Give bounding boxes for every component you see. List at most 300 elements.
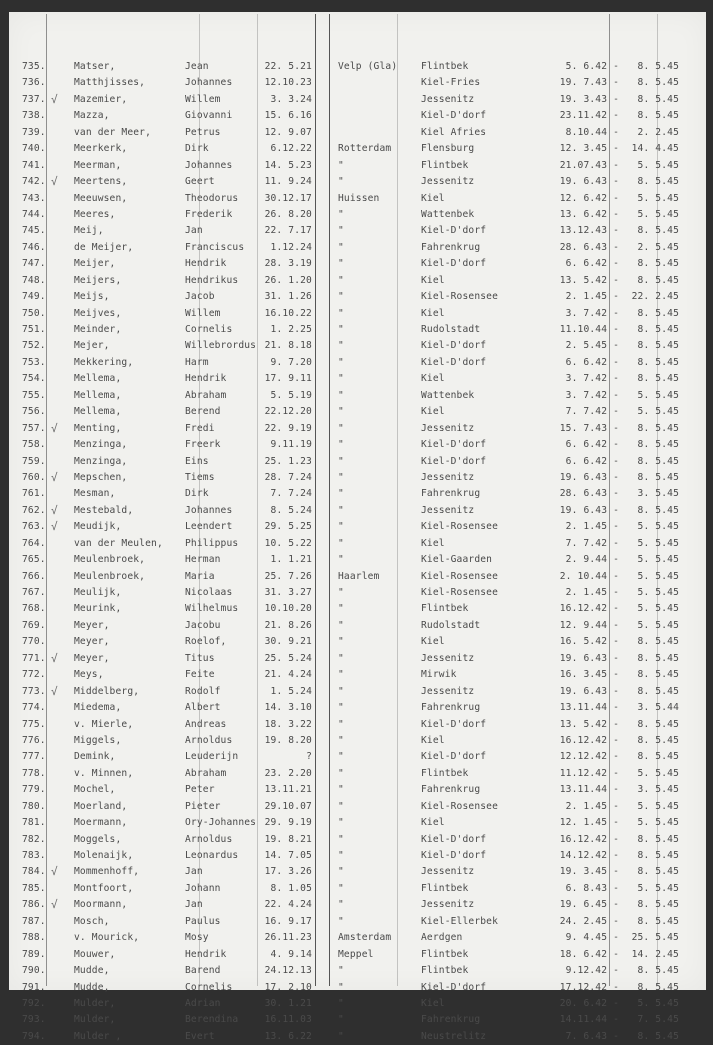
entry-number: 778. bbox=[22, 767, 46, 779]
date-to: 22. 2.45 bbox=[631, 291, 679, 303]
date-to: 8. 5.45 bbox=[637, 373, 679, 385]
date-of-birth: 14. 5.23 bbox=[264, 159, 312, 171]
place-of-origin: " bbox=[338, 554, 344, 566]
place-of-origin: " bbox=[338, 718, 344, 730]
camp-location: Kiel bbox=[421, 192, 445, 204]
date-to: 8. 5.45 bbox=[637, 1030, 679, 1042]
camp-location: Kiel-Fries bbox=[421, 77, 481, 89]
date-from: 8.10.44 - bbox=[565, 126, 619, 138]
date-of-birth: 8. 5.24 bbox=[270, 504, 312, 516]
place-of-origin: " bbox=[338, 291, 344, 303]
entry-number: 771. bbox=[22, 652, 46, 664]
entry-number: 765. bbox=[22, 554, 46, 566]
surname: Matthjisses, bbox=[74, 77, 146, 89]
first-name: Jean bbox=[185, 61, 209, 72]
date-of-birth: 30.12.17 bbox=[264, 192, 312, 204]
date-of-birth: 25. 5.24 bbox=[264, 652, 312, 664]
first-name: Hendrik bbox=[185, 258, 227, 270]
camp-location: Rudolstadt bbox=[421, 324, 481, 335]
camp-location: Kiel-D'dorf bbox=[421, 110, 487, 122]
surname: Menting, bbox=[74, 422, 122, 434]
entry-number: 754. bbox=[22, 373, 46, 385]
table-row bbox=[9, 897, 706, 913]
date-of-birth: 24.12.13 bbox=[264, 965, 312, 977]
place-of-origin: Huissen bbox=[338, 192, 380, 204]
table-row bbox=[9, 782, 706, 798]
place-of-origin: " bbox=[338, 422, 344, 434]
date-to: 5. 5.45 bbox=[637, 587, 679, 598]
date-of-birth: 22. 9.19 bbox=[264, 422, 312, 434]
place-of-origin: " bbox=[338, 373, 344, 385]
date-of-birth: 9.11.19 bbox=[270, 439, 312, 451]
checkmark-icon: √ bbox=[51, 520, 58, 534]
date-of-birth: 1.12.24 bbox=[270, 241, 312, 253]
entry-number: 781. bbox=[22, 817, 46, 829]
first-name: Ory-Johannes bbox=[185, 817, 257, 829]
table-row bbox=[9, 371, 706, 387]
surname: Meeuwsen, bbox=[74, 192, 128, 204]
date-from: 2. 1.45 - bbox=[565, 800, 619, 812]
first-name: Johannes bbox=[185, 77, 233, 89]
first-name: Theodorus bbox=[185, 192, 239, 204]
date-of-birth: 21. 4.24 bbox=[264, 669, 312, 681]
entry-number: 747. bbox=[22, 258, 46, 270]
place-of-origin: " bbox=[338, 899, 344, 911]
table-row bbox=[9, 700, 706, 716]
table-row bbox=[9, 207, 706, 223]
table-row bbox=[9, 1029, 706, 1045]
surname: Molenaijk, bbox=[74, 850, 134, 861]
table-row bbox=[9, 503, 706, 519]
date-to: 7. 5.45 bbox=[637, 1014, 679, 1026]
date-from: 13. 5.42 - bbox=[559, 718, 619, 730]
date-from: 19. 6.43 - bbox=[559, 652, 619, 664]
entry-number: 780. bbox=[22, 800, 46, 812]
table-row bbox=[9, 289, 706, 305]
table-row bbox=[9, 963, 706, 979]
date-to: 8. 5.45 bbox=[637, 866, 679, 878]
surname: Mepschen, bbox=[74, 471, 128, 483]
checkmark-icon: √ bbox=[51, 421, 58, 435]
entry-number: 744. bbox=[22, 208, 46, 220]
surname: Mosch, bbox=[74, 915, 110, 927]
date-to: 8. 5.45 bbox=[637, 636, 679, 648]
date-of-birth: 30. 9.21 bbox=[264, 636, 312, 648]
table-row bbox=[9, 667, 706, 683]
entry-number: 794. bbox=[22, 1030, 46, 1042]
place-of-origin: " bbox=[338, 685, 344, 697]
place-of-origin: " bbox=[338, 751, 344, 763]
table-row bbox=[9, 191, 706, 207]
table-row bbox=[9, 223, 706, 239]
date-of-birth: 6.12.22 bbox=[270, 143, 312, 155]
date-to: 5. 5.45 bbox=[637, 619, 679, 631]
camp-location: Fahrenkrug bbox=[421, 1014, 481, 1026]
entry-number: 779. bbox=[22, 784, 46, 796]
table-row bbox=[9, 174, 706, 190]
date-from: 2. 10.44 - bbox=[559, 570, 619, 582]
date-to: 8. 5.45 bbox=[637, 504, 679, 516]
place-of-origin: " bbox=[338, 537, 344, 549]
place-of-origin: " bbox=[338, 1014, 344, 1026]
date-to: 5. 5.45 bbox=[637, 192, 679, 204]
entry-number: 760. bbox=[22, 471, 46, 483]
first-name: Arnoldus bbox=[185, 734, 233, 746]
date-of-birth: 1. 2.25 bbox=[270, 324, 312, 335]
first-name: Willem bbox=[185, 307, 221, 319]
first-name: Frederik bbox=[185, 208, 233, 220]
surname: Mellema, bbox=[74, 373, 122, 385]
surname: Middelberg, bbox=[74, 685, 140, 697]
camp-location: Kiel-D'dorf bbox=[421, 258, 487, 270]
date-from: 12. 1.45 - bbox=[559, 817, 619, 829]
table-row bbox=[9, 141, 706, 157]
entry-number: 762. bbox=[22, 504, 46, 516]
table-row bbox=[9, 404, 706, 420]
camp-location: Kiel bbox=[421, 406, 445, 418]
place-of-origin: " bbox=[338, 159, 344, 171]
date-of-birth: 16. 9.17 bbox=[264, 915, 312, 927]
first-name: Leendert bbox=[185, 521, 233, 533]
camp-location: Kiel-Gaarden bbox=[421, 554, 493, 566]
date-of-birth: 12.10.23 bbox=[264, 77, 312, 89]
place-of-origin: " bbox=[338, 274, 344, 286]
date-from: 6. 6.42 - bbox=[565, 356, 619, 368]
date-to: 8. 5.45 bbox=[637, 833, 679, 845]
table-row bbox=[9, 454, 706, 470]
date-from: 12. 9.44 - bbox=[559, 619, 619, 631]
date-to: 8. 5.45 bbox=[637, 356, 679, 368]
table-row bbox=[9, 717, 706, 733]
date-from: 6. 6.42 - bbox=[565, 258, 619, 270]
date-to: 8. 5.45 bbox=[637, 110, 679, 122]
surname: Mellema, bbox=[74, 389, 122, 401]
camp-location: Kiel bbox=[421, 274, 445, 286]
date-to: 8. 5.45 bbox=[637, 965, 679, 977]
table-row bbox=[9, 585, 706, 601]
entry-number: 755. bbox=[22, 389, 46, 401]
date-from: 6. 6.42 - bbox=[565, 455, 619, 467]
date-to: 5. 5.45 bbox=[637, 882, 679, 894]
entry-number: 775. bbox=[22, 718, 46, 730]
date-from: 16.12.42 - bbox=[559, 734, 619, 746]
table-row bbox=[9, 273, 706, 289]
camp-location: Jessenitz bbox=[421, 93, 475, 105]
date-from: 12. 3.45 - bbox=[559, 143, 619, 155]
place-of-origin: " bbox=[338, 439, 344, 451]
table-row bbox=[9, 306, 706, 322]
place-of-origin: " bbox=[338, 850, 344, 861]
place-of-origin: Meppel bbox=[338, 948, 374, 960]
entry-number: 737. bbox=[22, 93, 46, 105]
table-row bbox=[9, 914, 706, 930]
surname: Matser, bbox=[74, 61, 116, 72]
surname: van der Meulen, bbox=[74, 537, 163, 549]
surname: Meerkerk, bbox=[74, 143, 128, 155]
entry-number: 772. bbox=[22, 669, 46, 681]
date-to: 5. 5.45 bbox=[637, 603, 679, 615]
first-name: Abraham bbox=[185, 767, 227, 779]
checkmark-icon: √ bbox=[51, 470, 58, 484]
date-of-birth: 19. 8.20 bbox=[264, 734, 312, 746]
date-of-birth: 28. 3.19 bbox=[264, 258, 312, 270]
camp-location: Kiel-D'dorf bbox=[421, 751, 487, 763]
place-of-origin: " bbox=[338, 471, 344, 483]
table-row bbox=[9, 832, 706, 848]
table-row bbox=[9, 864, 706, 880]
date-from: 17.12.42 - bbox=[559, 981, 619, 993]
table-row bbox=[9, 815, 706, 831]
date-of-birth: 17. 9.11 bbox=[264, 373, 312, 385]
place-of-origin: " bbox=[338, 241, 344, 253]
table-row bbox=[9, 355, 706, 371]
date-of-birth: 8. 1.05 bbox=[270, 882, 312, 894]
date-to: 5. 5.45 bbox=[637, 767, 679, 779]
date-from: 3. 7.42 - bbox=[565, 307, 619, 319]
date-to: 8. 5.45 bbox=[637, 718, 679, 730]
camp-location: Jessenitz bbox=[421, 866, 475, 878]
date-of-birth: 17. 3.26 bbox=[264, 866, 312, 878]
date-to: 8. 5.45 bbox=[637, 685, 679, 697]
date-from: 13.12.43 - bbox=[559, 225, 619, 237]
date-of-birth: 31. 1.26 bbox=[264, 291, 312, 303]
table-row bbox=[9, 338, 706, 354]
first-name: Arnoldus bbox=[185, 833, 233, 845]
date-to: 5. 5.45 bbox=[637, 159, 679, 171]
camp-location: Flintbek bbox=[421, 882, 469, 894]
date-to: 5. 5.45 bbox=[637, 389, 679, 401]
place-of-origin: " bbox=[338, 488, 344, 500]
place-of-origin: " bbox=[338, 619, 344, 631]
table-row bbox=[9, 799, 706, 815]
place-of-origin: " bbox=[338, 734, 344, 746]
first-name: Leuderijn bbox=[185, 751, 239, 763]
table-row bbox=[9, 881, 706, 897]
camp-location: Kiel-Rosensee bbox=[421, 570, 499, 582]
date-of-birth: 17. 2.10 bbox=[264, 981, 312, 993]
camp-location: Kiel-D'dorf bbox=[421, 356, 487, 368]
first-name: Jan bbox=[185, 899, 203, 911]
date-of-birth: 26. 1.20 bbox=[264, 274, 312, 286]
camp-location: Kiel bbox=[421, 537, 445, 549]
camp-location: Kiel-Rosensee bbox=[421, 521, 499, 533]
date-of-birth: 19. 8.21 bbox=[264, 833, 312, 845]
date-of-birth: 29.10.07 bbox=[264, 800, 312, 812]
entry-number: 793. bbox=[22, 1014, 46, 1026]
document-page bbox=[9, 12, 706, 1042]
date-to: 8. 5.45 bbox=[637, 258, 679, 270]
date-from: 2. 1.45 - bbox=[565, 587, 619, 598]
first-name: Feite bbox=[185, 669, 215, 681]
table-row bbox=[9, 256, 706, 272]
surname: Meijves, bbox=[74, 307, 122, 319]
table-row bbox=[9, 766, 706, 782]
first-name: Petrus bbox=[185, 126, 221, 138]
date-from: 6. 6.42 - bbox=[565, 439, 619, 451]
surname: Mellema, bbox=[74, 406, 122, 418]
date-of-birth: 25. 1.23 bbox=[264, 455, 312, 467]
first-name: Johannes bbox=[185, 159, 233, 171]
camp-location: Wattenbek bbox=[421, 208, 475, 220]
table-row bbox=[9, 1012, 706, 1028]
date-of-birth: 3. 3.24 bbox=[270, 93, 312, 105]
place-of-origin: " bbox=[338, 225, 344, 237]
first-name: Nicolaas bbox=[185, 587, 233, 598]
date-of-birth: 21. 8.18 bbox=[264, 340, 312, 352]
date-from: 28. 6.43 - bbox=[559, 488, 619, 500]
date-to: 8. 5.45 bbox=[637, 340, 679, 352]
date-to: 3. 5.44 bbox=[637, 702, 679, 714]
date-to: 5. 5.45 bbox=[637, 406, 679, 418]
date-to: 8. 5.45 bbox=[637, 77, 679, 89]
table-row bbox=[9, 569, 706, 585]
first-name: Harm bbox=[185, 356, 209, 368]
date-to: 14. 2.45 bbox=[631, 948, 679, 960]
date-of-birth: 4. 9.14 bbox=[270, 948, 312, 960]
date-to: 8. 5.45 bbox=[637, 899, 679, 911]
place-of-origin: " bbox=[338, 652, 344, 664]
surname: Menzinga, bbox=[74, 455, 128, 467]
first-name: Giovanni bbox=[185, 110, 233, 122]
entry-number: 740. bbox=[22, 143, 46, 155]
date-from: 14.11.44 - bbox=[559, 1014, 619, 1026]
surname: Mudde, bbox=[74, 981, 110, 993]
first-name: Leonardus bbox=[185, 850, 239, 861]
date-to: 3. 5.45 bbox=[637, 784, 679, 796]
date-from: 12.12.42 - bbox=[559, 751, 619, 763]
surname: Miedema, bbox=[74, 702, 122, 714]
camp-location: Jessenitz bbox=[421, 422, 475, 434]
date-of-birth: 25. 7.26 bbox=[264, 570, 312, 582]
entry-number: 736. bbox=[22, 77, 46, 89]
place-of-origin: " bbox=[338, 784, 344, 796]
camp-location: Jessenitz bbox=[421, 176, 475, 188]
date-to: 5. 5.45 bbox=[637, 800, 679, 812]
date-of-birth: 29. 5.25 bbox=[264, 521, 312, 533]
table-row bbox=[9, 125, 706, 141]
date-from: 16. 3.45 - bbox=[559, 669, 619, 681]
camp-location: Flintbek bbox=[421, 767, 469, 779]
entry-number: 776. bbox=[22, 734, 46, 746]
entry-number: 757. bbox=[22, 422, 46, 434]
first-name: Abraham bbox=[185, 389, 227, 401]
camp-location: Kiel-D'dorf bbox=[421, 225, 487, 237]
place-of-origin: " bbox=[338, 702, 344, 714]
date-from: 19. 6.43 - bbox=[559, 504, 619, 516]
place-of-origin: " bbox=[338, 669, 344, 681]
date-of-birth: 23. 2.20 bbox=[264, 767, 312, 779]
date-to: 8. 5.45 bbox=[637, 981, 679, 993]
camp-location: Flintbek bbox=[421, 159, 469, 171]
place-of-origin: " bbox=[338, 833, 344, 845]
entry-number: 788. bbox=[22, 932, 46, 944]
date-from: 9.12.42 - bbox=[565, 965, 619, 977]
camp-location: Kiel bbox=[421, 734, 445, 746]
surname: Meijs, bbox=[74, 291, 110, 303]
date-to: 5. 5.45 bbox=[637, 997, 679, 1009]
entry-number: 786. bbox=[22, 899, 46, 911]
surname: v. Mierle, bbox=[74, 718, 134, 730]
date-from: 24. 2.45 - bbox=[559, 915, 619, 927]
place-of-origin: Amsterdam bbox=[338, 932, 392, 944]
camp-location: Fahrenkrug bbox=[421, 702, 481, 714]
date-from: 23.11.42 - bbox=[559, 110, 619, 122]
entry-number: 769. bbox=[22, 619, 46, 631]
date-from: 13.11.44 - bbox=[559, 784, 619, 796]
entry-number: 753. bbox=[22, 356, 46, 368]
first-name: Berendina bbox=[185, 1014, 239, 1026]
place-of-origin: " bbox=[338, 340, 344, 352]
date-of-birth: 9. 7.20 bbox=[270, 356, 312, 368]
date-of-birth: 15. 6.16 bbox=[264, 110, 312, 122]
surname: Mestebald, bbox=[74, 504, 134, 516]
surname: Meij, bbox=[74, 225, 104, 237]
entry-number: 785. bbox=[22, 882, 46, 894]
first-name: Jan bbox=[185, 866, 203, 878]
surname: Meyer, bbox=[74, 636, 110, 648]
entry-number: 759. bbox=[22, 455, 46, 467]
surname: Mouwer, bbox=[74, 948, 116, 960]
date-of-birth: ? bbox=[306, 751, 312, 763]
table-row bbox=[9, 470, 706, 486]
camp-location: Kiel bbox=[421, 636, 445, 648]
date-to: 5. 5.45 bbox=[637, 208, 679, 220]
date-from: 7. 6.43 - bbox=[565, 1030, 619, 1042]
first-name: Adrian bbox=[185, 997, 221, 1009]
date-to: 5. 5.45 bbox=[637, 817, 679, 829]
surname: Moerland, bbox=[74, 800, 128, 812]
date-to: 5. 5.45 bbox=[637, 537, 679, 549]
surname: Meulenbroek, bbox=[74, 554, 146, 566]
first-name: Cornelis bbox=[185, 981, 233, 993]
camp-location: Fahrenkrug bbox=[421, 241, 481, 253]
date-of-birth: 1. 5.24 bbox=[270, 685, 312, 697]
first-name: Titus bbox=[185, 652, 215, 664]
place-of-origin: " bbox=[338, 389, 344, 401]
camp-location: Mirwik bbox=[421, 669, 457, 681]
date-of-birth: 21. 8.26 bbox=[264, 619, 312, 631]
entry-number: 735. bbox=[22, 61, 46, 72]
first-name: Herman bbox=[185, 554, 221, 566]
camp-location: Kiel-D'dorf bbox=[421, 981, 487, 993]
place-of-origin: " bbox=[338, 882, 344, 894]
first-name: Philippus bbox=[185, 537, 239, 549]
date-from: 16. 5.42 - bbox=[559, 636, 619, 648]
date-from: 16.12.42 - bbox=[559, 603, 619, 615]
date-from: 19. 6.43 - bbox=[559, 471, 619, 483]
camp-location: Rudolstadt bbox=[421, 619, 481, 631]
date-from: 7. 7.42 - bbox=[565, 406, 619, 418]
camp-location: Neustrelitz bbox=[421, 1030, 487, 1042]
surname: Mudde, bbox=[74, 965, 110, 977]
date-of-birth: 22. 4.24 bbox=[264, 899, 312, 911]
entry-number: 787. bbox=[22, 915, 46, 927]
surname: Mazza, bbox=[74, 110, 110, 122]
camp-location: Kiel bbox=[421, 817, 445, 829]
camp-location: Jessenitz bbox=[421, 471, 475, 483]
date-of-birth: 1. 1.21 bbox=[270, 554, 312, 566]
date-from: 13. 5.42 - bbox=[559, 274, 619, 286]
camp-location: Flintbek bbox=[421, 603, 469, 615]
table-row bbox=[9, 59, 706, 75]
first-name: Cornelis bbox=[185, 324, 233, 335]
date-of-birth: 22. 7.17 bbox=[264, 225, 312, 237]
camp-location: Fahrenkrug bbox=[421, 784, 481, 796]
camp-location: Kiel-D'dorf bbox=[421, 340, 487, 352]
surname: Mulder, bbox=[74, 997, 116, 1009]
first-name: Jan bbox=[185, 225, 203, 237]
table-row bbox=[9, 486, 706, 502]
